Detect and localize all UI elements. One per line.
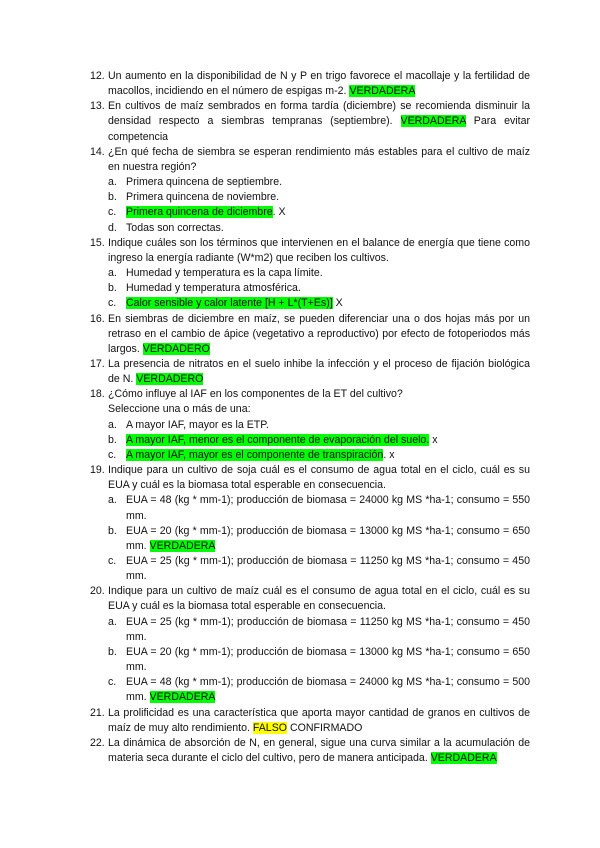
option-text-highlighted: A mayor IAF, menor es el componente de evaporación del suelo. bbox=[126, 433, 430, 446]
option-letter: b. bbox=[108, 645, 117, 658]
option-letter: a. bbox=[108, 176, 117, 189]
option-18a bbox=[90, 418, 530, 433]
option-text: EUA = 20 (kg * mm-1); producción de biomasa = 13000 kg MS *ha-1; consumo = 650 mm. bbox=[126, 524, 530, 552]
question-number: 19. bbox=[90, 464, 105, 477]
option-text-highlighted: Primera quincena de diciembre bbox=[126, 206, 273, 219]
option-text-highlighted: A mayor IAF, mayor es el componente de transpiración bbox=[126, 448, 384, 461]
question-number: 13. bbox=[90, 100, 105, 113]
option-mark: . X bbox=[272, 206, 286, 219]
question-12 bbox=[90, 69, 530, 99]
question-subtext: Seleccione una o más de una: bbox=[108, 403, 251, 416]
option-mark: . x bbox=[383, 448, 395, 461]
option-20a bbox=[90, 615, 530, 645]
question-20 bbox=[90, 584, 530, 614]
option-mark: X bbox=[332, 297, 343, 310]
question-text: Indique para un cultivo de soja cuál es el consumo de agua total en el ciclo, cuál es su EUA y cuál es la biomasa total esperable en consecuencia. bbox=[108, 464, 530, 492]
option-letter: a. bbox=[108, 267, 117, 280]
option-text: Humedad y temperatura es la capa límite. bbox=[126, 267, 323, 280]
option-text: Todas son correctas. bbox=[126, 221, 224, 234]
question-number: 15. bbox=[90, 236, 105, 249]
question-text: En siembras de diciembre en maíz, se pueden diferenciar una o dos hojas más por un retraso en el cambio de ápice (vegetativo a reproductivo) por efecto de fotoperiodos más largos. bbox=[108, 312, 530, 355]
answer-highlight: VERDADERA bbox=[349, 85, 416, 98]
option-19b bbox=[90, 524, 530, 554]
option-mark: x bbox=[429, 433, 438, 446]
options-20 bbox=[90, 615, 530, 706]
question-text: Indique cuáles son los términos que intervienen en el balance de energía que tiene como ingreso la energía radiante (W*m2) que reciben los cultivos. bbox=[108, 236, 530, 264]
option-15a bbox=[90, 266, 530, 281]
option-letter: b. bbox=[108, 524, 117, 537]
question-15 bbox=[90, 236, 530, 266]
option-text: Humedad y temperatura atmosférica. bbox=[126, 282, 301, 295]
option-letter: c. bbox=[108, 206, 117, 219]
question-number: 14. bbox=[90, 145, 105, 158]
answer-highlight: VERDADERO bbox=[136, 373, 204, 386]
option-letter: a. bbox=[108, 615, 117, 628]
option-letter: c. bbox=[108, 297, 117, 310]
question-text: La dinámica de absorción de N, en general, sigue una curva similar a la acumulación de materia seca durante el ciclo del cultivo, pero de manera anticipada. bbox=[108, 736, 530, 765]
options-15 bbox=[90, 266, 530, 311]
answer-highlight: VERDADERA bbox=[149, 539, 216, 552]
option-text: EUA = 48 (kg * mm-1); producción de biomasa = 24000 kg MS *ha-1; consumo = 550 mm. bbox=[126, 494, 530, 522]
answer-note: CONFIRMADO bbox=[289, 721, 363, 734]
option-14a bbox=[90, 175, 530, 190]
question-13 bbox=[90, 99, 530, 144]
options-18 bbox=[90, 418, 530, 463]
option-letter: c. bbox=[108, 676, 117, 689]
option-letter: c. bbox=[108, 448, 117, 461]
option-text: EUA = 48 (kg * mm-1); producción de biomasa = 24000 kg MS *ha-1; consumo = 500 mm. bbox=[126, 676, 530, 704]
option-18b bbox=[90, 433, 530, 448]
option-letter: c. bbox=[108, 555, 117, 567]
question-text: Indique para un cultivo de maíz cuál es el consumo de agua total en el ciclo, cuál es su EUA y cuál es la biomasa total esperable en consecuencia. bbox=[108, 585, 530, 613]
question-text: Un aumento en la disponibilidad de N y P en trigo favorece el macollaje y la fertilidad de macollos, incidiendo en el número de espigas m-2. bbox=[108, 70, 530, 98]
option-14b bbox=[90, 190, 530, 205]
option-text: A mayor IAF, mayor es la ETP. bbox=[126, 418, 269, 431]
option-19a bbox=[90, 493, 530, 523]
answer-highlight-yellow: FALSO bbox=[252, 721, 288, 734]
answer-highlight: VERDADERA bbox=[149, 691, 216, 704]
option-text: Primera quincena de noviembre. bbox=[126, 191, 280, 204]
option-text: EUA = 25 (kg * mm-1); producción de biomasa = 11250 kg MS *ha-1; consumo = 450 mm. bbox=[126, 555, 530, 583]
option-20b bbox=[90, 645, 530, 675]
question-text: La presencia de nitratos en el suelo inhibe la infección y el proceso de fijación biológica de N. bbox=[108, 357, 530, 386]
option-letter: d. bbox=[108, 221, 117, 234]
question-number: 18. bbox=[90, 388, 105, 401]
question-22 bbox=[90, 736, 530, 766]
question-number: 22. bbox=[90, 736, 105, 749]
question-number: 16. bbox=[90, 312, 105, 325]
question-text: En cultivos de maíz sembrados en forma tardía (diciembre) se recomienda disminuir la densidad respecto a siembras tempranas (septiembre). bbox=[108, 100, 530, 128]
option-15c bbox=[90, 296, 530, 311]
question-16 bbox=[90, 312, 530, 357]
option-letter: b. bbox=[108, 282, 117, 295]
option-15b bbox=[90, 281, 530, 296]
answer-highlight: VERDADERO bbox=[142, 342, 210, 355]
question-list bbox=[90, 69, 530, 766]
answer-note: Para evitar competencia bbox=[108, 115, 530, 143]
answer-highlight: VERDADERA bbox=[400, 115, 466, 128]
question-number: 17. bbox=[90, 357, 105, 370]
option-text: EUA = 25 (kg * mm-1); producción de biomasa = 11250 kg MS *ha-1; consumo = 450 mm. bbox=[126, 615, 530, 643]
question-21 bbox=[90, 706, 530, 736]
option-19c bbox=[90, 554, 530, 584]
question-14 bbox=[90, 145, 530, 175]
option-letter: a. bbox=[108, 494, 117, 507]
option-letter: b. bbox=[108, 191, 117, 204]
options-19 bbox=[90, 493, 530, 584]
option-18c bbox=[90, 448, 530, 463]
question-number: 12. bbox=[90, 70, 105, 82]
question-number: 20. bbox=[90, 585, 105, 598]
option-text-highlighted: Calor sensible y calor latente [H + L*(T+Es)] bbox=[126, 297, 333, 310]
option-20c bbox=[90, 675, 530, 705]
question-number: 21. bbox=[90, 706, 105, 719]
question-18 bbox=[90, 387, 530, 417]
option-letter: b. bbox=[108, 433, 117, 446]
answer-highlight: VERDADERA bbox=[430, 752, 497, 765]
options-14 bbox=[90, 175, 530, 236]
option-14c bbox=[90, 205, 530, 220]
question-text: ¿Cómo influye al IAF en los componentes de la ET del cultivo? bbox=[108, 388, 403, 401]
option-text: EUA = 20 (kg * mm-1); producción de biomasa = 13000 kg MS *ha-1; consumo = 650 mm. bbox=[126, 645, 530, 674]
option-letter: a. bbox=[108, 418, 117, 431]
question-17 bbox=[90, 357, 530, 387]
option-14d bbox=[90, 221, 530, 236]
question-19 bbox=[90, 463, 530, 493]
option-text: Primera quincena de septiembre. bbox=[126, 176, 283, 189]
question-text: La prolificidad es una característica que aporta mayor cantidad de granos en cultivos de maíz de muy alto rendimiento. bbox=[108, 706, 530, 734]
question-text: ¿En qué fecha de siembra se esperan rendimiento más estables para el cultivo de maíz en nuestra región? bbox=[108, 145, 530, 173]
